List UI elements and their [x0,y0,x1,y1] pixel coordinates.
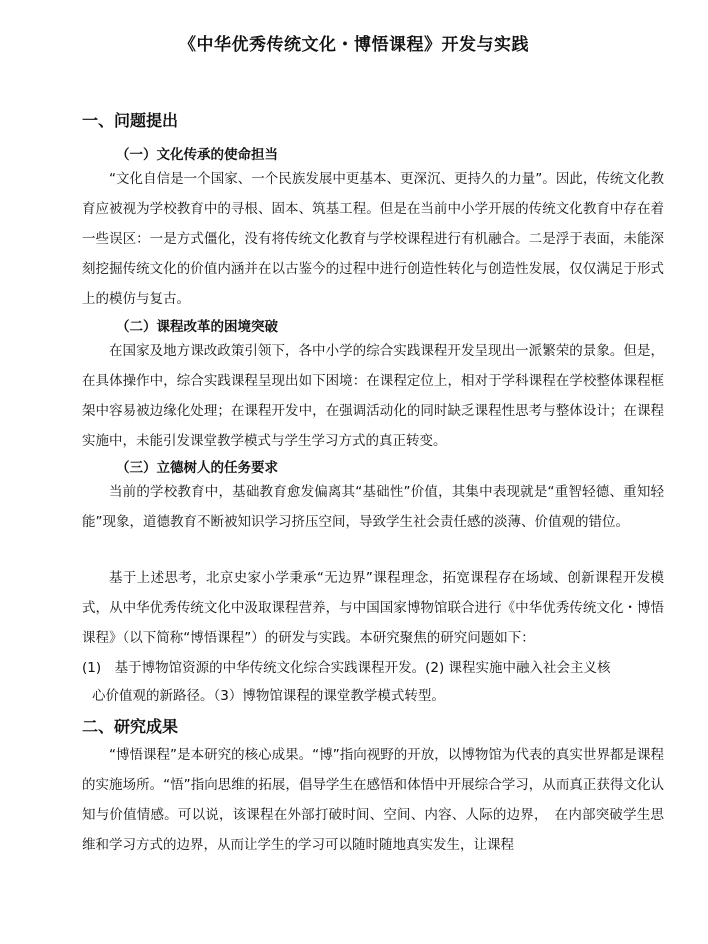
subsection-heading-moral-education: （三）立德树人的任务要求 [116,460,278,476]
paragraph-moral-education: 当前的学校教育中，基础教育愈发偏离其“基础性”价值，其集中表现就是“重智轻德、重知轻能”现象，道德教育不断被知识学习挤压空间，导致学生社会责任感的淡薄、价值观的错位。 [82,484,664,530]
section-heading-problem: 一、问题提出 [82,111,179,130]
paragraph-research-basis: 基于上述思考，北京史家小学秉承“无边界”课程理念，拓宽课程存在场域、创新课程开发模式，从中华优秀传统文化中汲取课程营养，与中国国家博物馆联合进行《中华优秀传统文化・博悟课程》（以下简称“博悟课程”）的研发与实践。本研究聚焦的研究问题如下： [82,570,664,646]
subsection-heading-cultural-mission: （一）文化传承的使命担当 [116,147,278,163]
research-questions-line-2: 心价值观的新路径。（3）博物馆课程的课堂教学模式转型。 [92,688,445,704]
paragraph-results: “博悟课程”是本研究的核心成果。“博”指向视野的开放，以博物馆为代表的真实世界都是课程的实施场所。“悟”指向思维的拓展，倡导学生在感悟和体悟中开展综合学习，从而真正获得文化认知与价值情感。可以说，该课程在外部打破时间、空间、内容、人际的边界， 在内部突破学生思维和学习方式的边界，从而让学生的学习可以随时随地真实发生，让课程 [82,747,664,853]
paragraph-curriculum-reform: 在国家及地方课改政策引领下，各中小学的综合实践课程开发呈现出一派繁荣的景象。但是，在具体操作中，综合实践课程呈现出如下困境：在课程定位上，相对于学科课程在学校整体课程框架中容易被边缘化处理；在课程开发中，在强调活动化的同时缺乏课程性思考与整体设计；在课程实施中，未能引发课堂教学模式与学生学习方式的真正转变。 [82,343,664,449]
research-questions-line-1: (1) 基于博物馆资源的中华传统文化综合实践课程开发。(2) 课程实施中融入社会主义核 [82,660,611,676]
document-title: 《中华优秀传统文化・博悟课程》开发与实践 [179,35,529,55]
paragraph-cultural-mission: “文化自信是一个国家、一个民族发展中更基本、更深沉、更持久的力量”。因此，传统文化教育应被视为学校教育中的寻根、固本、筑基工程。但是在当前中小学开展的传统文化教育中存在着一些误区：一是方式僵化，没有将传统文化教育与学校课程进行有机融合。二是浮于表面，未能深刻挖掘传统文化的价值内涵并在以古鉴今的过程中进行创造性转化与创造性发展，仅仅满足于形式上的模仿与复古。 [82,171,664,307]
section-heading-results: 二、研究成果 [82,717,179,736]
subsection-heading-curriculum-reform: （二）课程改革的困境突破 [116,319,278,335]
